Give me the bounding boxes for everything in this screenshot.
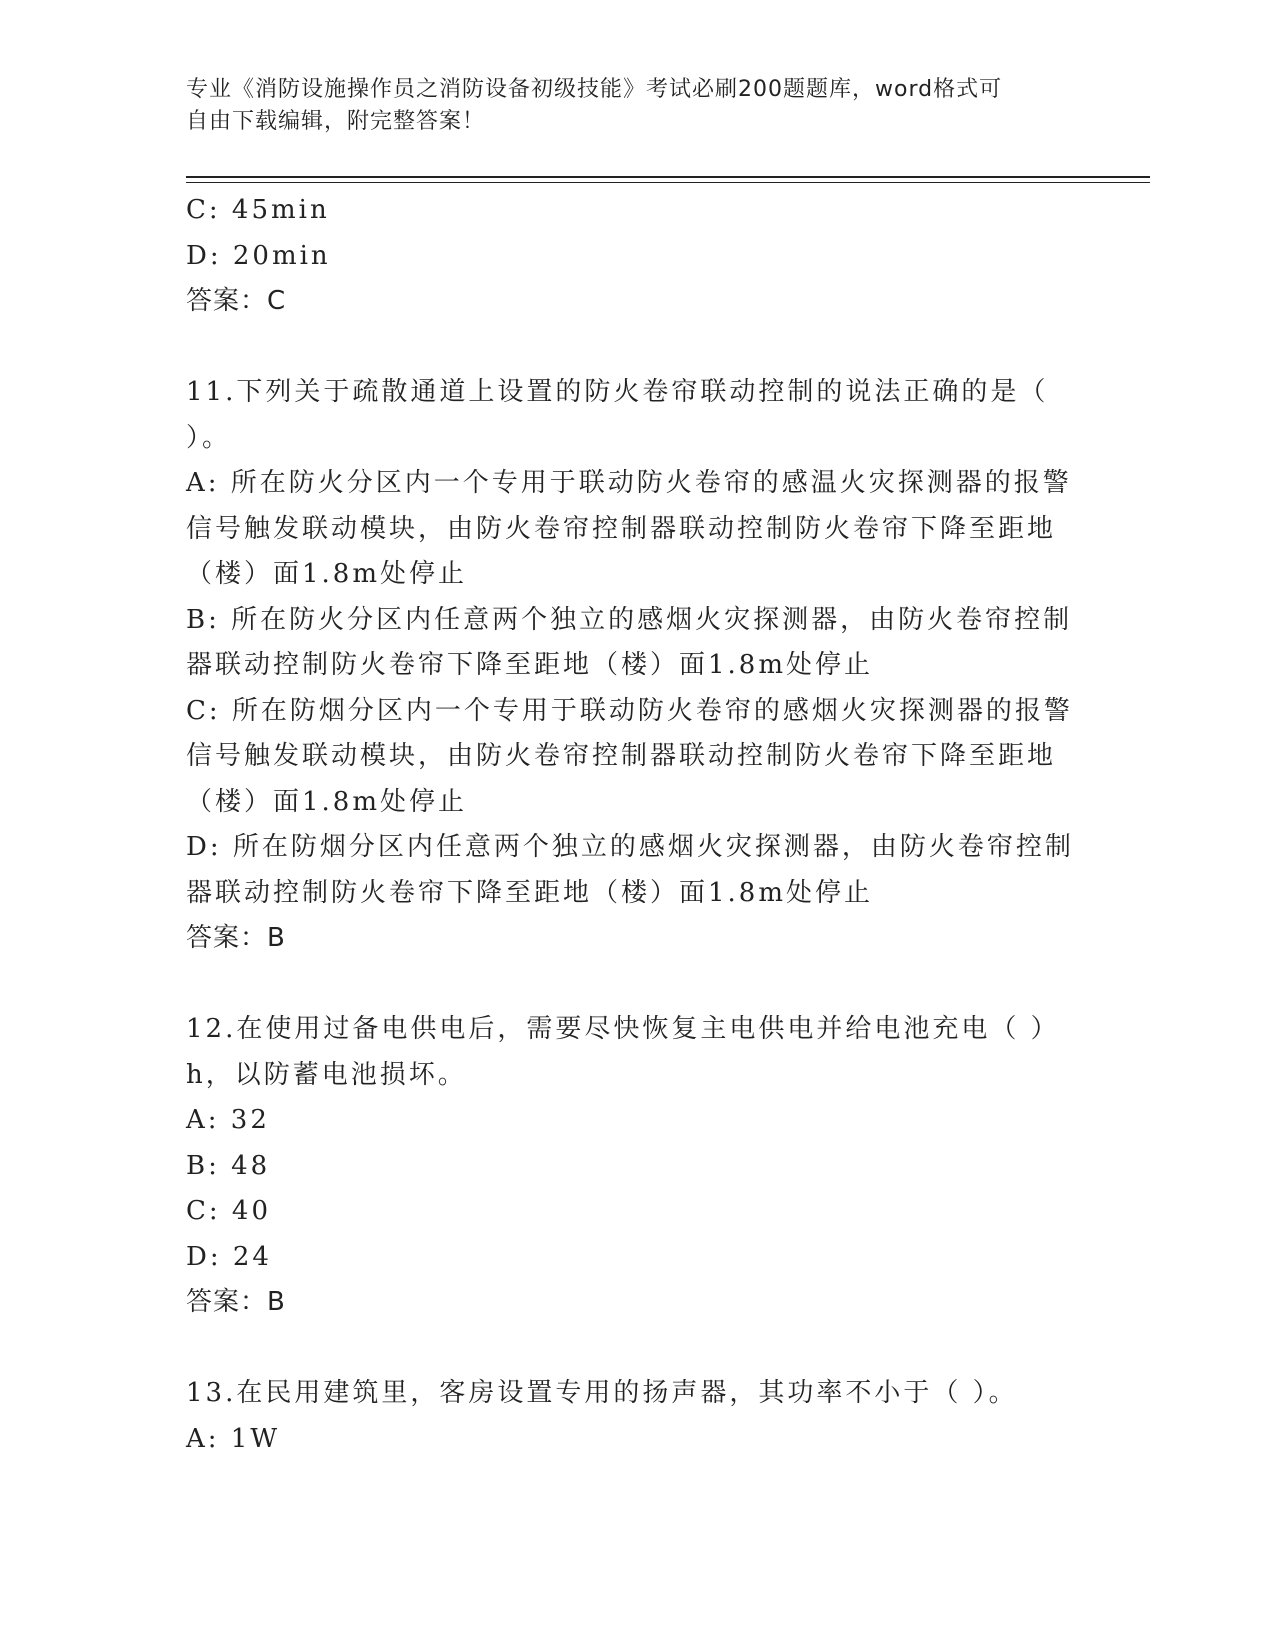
q11-option-c-line-3: （楼）面1.8m处停止 <box>186 786 468 817</box>
header-divider-thin <box>186 182 1150 183</box>
q12-option-c: C: 40 <box>186 1196 272 1226</box>
spacer <box>186 1326 1086 1372</box>
q11-option-d-line-2: 器联动控制防火卷帘下降至距地（楼）面1.8m处停止 <box>186 877 874 908</box>
q11-stem-line-1: 11.下列关于疏散通道上设置的防火卷帘联动控制的说法正确的是（ <box>186 377 1049 407</box>
q11-option-b-line-2: 器联动控制防火卷帘下降至距地（楼）面1.8m处停止 <box>186 650 874 680</box>
q13-stem-line-1: 13.在民用建筑里，客房设置专用的扬声器，其功率不小于（ ）。 <box>186 1378 1018 1408</box>
q11-stem-line-2: ）。 <box>186 422 232 453</box>
header-line-2: 自由下载编辑，附完整答案！ <box>186 109 486 134</box>
q11-option-c-line-2: 信号触发联动模块，由防火卷帘控制器联动控制防火卷帘下降至距地 <box>186 741 1057 771</box>
q10-answer: 答案：C <box>186 286 287 316</box>
q11-option-b-line-1: B: 所在防火分区内任意两个独立的感烟火灾探测器，由防火卷帘控制 <box>186 604 1073 635</box>
q13-option-a: A: 1W <box>186 1423 281 1454</box>
q12-option-b: B: 48 <box>186 1150 271 1181</box>
q12-option-d: D: 24 <box>186 1241 272 1272</box>
q11-option-a-line-3: （楼）面1.8m处停止 <box>186 559 468 589</box>
q11-option-a-line-2: 信号触发联动模块，由防火卷帘控制器联动控制防火卷帘下降至距地 <box>186 513 1057 544</box>
spacer <box>186 325 1086 371</box>
q11-option-a-line-1: A: 所在防火分区内一个专用于联动防火卷帘的感温火灾探测器的报警 <box>186 468 1072 498</box>
q12-stem-line-2: h，以防蓄电池损坏。 <box>186 1059 467 1090</box>
header-line-1: 专业《消防设施操作员之消防设备初级技能》考试必刷200题题库，word格式可 <box>186 77 1003 102</box>
document-header <box>186 74 1086 138</box>
q10-option-c: C: 45min <box>186 195 330 225</box>
q11-answer: 答案：B <box>186 923 286 953</box>
question-list <box>186 188 1086 1462</box>
header-divider-thick <box>186 176 1150 178</box>
q12-answer: 答案：B <box>186 1287 286 1317</box>
spacer <box>186 962 1086 1008</box>
q12-option-a: A: 32 <box>186 1105 270 1135</box>
q10-option-d: D: 20min <box>186 240 331 271</box>
q11-option-d-line-1: D: 所在防烟分区内任意两个独立的感烟火灾探测器，由防火卷帘控制 <box>186 832 1074 862</box>
q11-option-c-line-1: C: 所在防烟分区内一个专用于联动防火卷帘的感烟火灾探测器的报警 <box>186 695 1073 726</box>
q12-stem-line-1: 12.在使用过备电供电后，需要尽快恢复主电供电并给电池充电（ ） <box>186 1014 1060 1044</box>
